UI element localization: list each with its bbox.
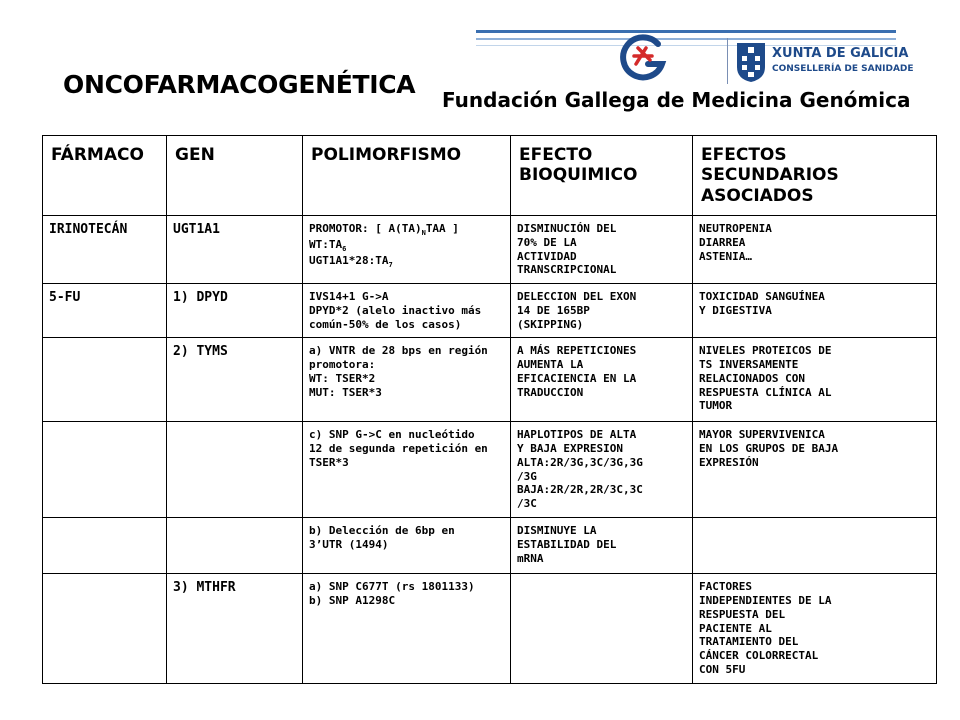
poly-line: b) SNP A1298C bbox=[309, 594, 396, 608]
xunta-department: CONSELLERÍA DE SANIDADE bbox=[772, 64, 914, 74]
table-row bbox=[43, 422, 937, 518]
table-row bbox=[43, 216, 937, 284]
bio-line: (SKIPPING) bbox=[517, 317, 584, 331]
cell-polymorphism bbox=[303, 338, 511, 422]
cell-side-effects bbox=[693, 574, 937, 683]
cell-side-effects bbox=[693, 518, 937, 574]
poly-line: común-50% de los casos) bbox=[309, 317, 462, 331]
bio-line: Y BAJA EXPRESION bbox=[517, 442, 623, 456]
cell-side-effects bbox=[693, 284, 937, 338]
fundacion-g-logo-icon bbox=[618, 34, 668, 84]
side-line: Y DIGESTIVA bbox=[699, 303, 772, 317]
bio-line: TRADUCCION bbox=[517, 385, 584, 399]
side-line: TS INVERSAMENTE bbox=[699, 358, 799, 372]
cell-drug bbox=[43, 574, 167, 683]
cell-biochemical-effect bbox=[511, 216, 693, 284]
poly-subscript: 7 bbox=[388, 261, 393, 270]
side-line: TOXICIDAD SANGUÍNEA bbox=[699, 290, 825, 304]
header-side-effects: EFECTOS SECUNDARIOS ASOCIADOS bbox=[693, 136, 937, 216]
cell-polymorphism bbox=[303, 422, 511, 518]
cell-side-effects bbox=[693, 216, 937, 284]
table-row bbox=[43, 518, 937, 574]
poly-line bbox=[309, 254, 504, 270]
bio-line: HAPLOTIPOS DE ALTA bbox=[517, 428, 637, 442]
bio-line: DELECCION DEL EXON bbox=[517, 290, 637, 304]
poly-line: DPYD*2 (alelo inactivo más bbox=[309, 303, 482, 317]
cell-gene bbox=[167, 518, 303, 574]
poly-text: UGT1A1*28:TA bbox=[309, 254, 389, 268]
bio-line: BAJA:2R/2R,2R/3C,3C bbox=[517, 483, 643, 497]
logo-separator bbox=[727, 38, 728, 84]
poly-subscript: 6 bbox=[342, 245, 347, 254]
poly-line: IVS14+1 G->A bbox=[309, 290, 389, 304]
bio-line: ACTIVIDAD bbox=[517, 249, 577, 263]
side-line: CON 5FU bbox=[699, 662, 746, 676]
cell-polymorphism bbox=[303, 216, 511, 284]
poly-text: TAA ] bbox=[425, 222, 459, 236]
poly-line: a) VNTR de 28 bps en región bbox=[309, 344, 488, 358]
side-line: MAYOR SUPERVIVENICA bbox=[699, 428, 825, 442]
bio-line: mRNA bbox=[517, 551, 544, 565]
cell-drug bbox=[43, 518, 167, 574]
bio-line: TRANSCRIPCIONAL bbox=[517, 263, 617, 277]
side-line: RESPUESTA DEL bbox=[699, 607, 786, 621]
cell-gene: UGT1A1 bbox=[167, 216, 303, 284]
table-row bbox=[43, 574, 937, 683]
side-line: CÁNCER COLORRECTAL bbox=[699, 649, 819, 663]
bio-line: AUMENTA LA bbox=[517, 358, 584, 372]
side-line: PACIENTE AL bbox=[699, 621, 772, 635]
poly-text: PROMOTOR: [ A(TA) bbox=[309, 222, 422, 236]
cell-side-effects bbox=[693, 338, 937, 422]
cell-drug: 5-FU bbox=[43, 284, 167, 338]
side-line: TRATAMIENTO DEL bbox=[699, 635, 799, 649]
table-row bbox=[43, 284, 937, 338]
side-line: RESPUESTA CLÍNICA AL bbox=[699, 385, 832, 399]
side-line: INDEPENDIENTES DE LA bbox=[699, 594, 832, 608]
side-line: EXPRESIÓN bbox=[699, 455, 759, 469]
poly-line: 3’UTR (1494) bbox=[309, 538, 389, 552]
cell-gene: 3) MTHFR bbox=[167, 574, 303, 683]
bio-line: 14 DE 165BP bbox=[517, 303, 590, 317]
table-row bbox=[43, 338, 937, 422]
bio-line: DISMINUCIÓN DEL bbox=[517, 222, 617, 236]
header-rule-middle bbox=[476, 38, 896, 40]
poly-line: c) SNP G->C en nucleótido bbox=[309, 428, 475, 442]
cell-drug: IRINOTECÁN bbox=[43, 216, 167, 284]
bio-line: EFICACIENCIA EN LA bbox=[517, 371, 637, 385]
poly-line: b) Delección de 6bp en bbox=[309, 524, 455, 538]
poly-line: 12 de segunda repetición en bbox=[309, 442, 488, 456]
cell-biochemical-effect bbox=[511, 574, 693, 683]
cell-polymorphism bbox=[303, 284, 511, 338]
poly-line: promotora: bbox=[309, 358, 376, 372]
side-line: EN LOS GRUPOS DE BAJA bbox=[699, 442, 839, 456]
table-header-row bbox=[43, 136, 937, 216]
side-line: DIARREA bbox=[699, 235, 746, 249]
xunta-crest-icon bbox=[735, 41, 767, 83]
pharmacogenetics-table bbox=[42, 135, 937, 684]
cell-drug bbox=[43, 338, 167, 422]
slide-title: ONCOFARMACOGENÉTICA bbox=[63, 70, 416, 99]
bio-line: /3G bbox=[517, 469, 537, 483]
cell-gene bbox=[167, 422, 303, 518]
side-line: NIVELES PROTEICOS DE bbox=[699, 344, 832, 358]
bio-line: /3C bbox=[517, 497, 537, 511]
poly-line: a) SNP C677T (rs 1801133) bbox=[309, 580, 475, 594]
poly-line: TSER*3 bbox=[309, 455, 349, 469]
poly-line bbox=[309, 222, 504, 238]
bio-line: DISMINUYE LA bbox=[517, 524, 597, 538]
cell-side-effects bbox=[693, 422, 937, 518]
side-line: NEUTROPENIA bbox=[699, 222, 772, 236]
bio-line: ESTABILIDAD DEL bbox=[517, 538, 617, 552]
side-line: FACTORES bbox=[699, 580, 752, 594]
poly-line: MUT: TSER*3 bbox=[309, 385, 382, 399]
cell-polymorphism bbox=[303, 574, 511, 683]
cell-drug bbox=[43, 422, 167, 518]
header-polymorphism: POLIMORFISMO bbox=[303, 136, 511, 216]
header-drug: FÁRMACO bbox=[43, 136, 167, 216]
side-line: RELACIONADOS CON bbox=[699, 371, 805, 385]
poly-subscript: N bbox=[421, 229, 426, 238]
bio-line: ALTA:2R/3G,3C/3G,3G bbox=[517, 455, 643, 469]
header-biochemical-effect: EFECTO BIOQUIMICO bbox=[511, 136, 693, 216]
poly-line: WT: TSER*2 bbox=[309, 371, 376, 385]
poly-text: WT:TA bbox=[309, 238, 343, 252]
xunta-name: XUNTA DE GALICIA bbox=[772, 46, 909, 61]
cell-polymorphism bbox=[303, 518, 511, 574]
foundation-name: Fundación Gallega de Medicina Genómica bbox=[442, 88, 911, 112]
side-line: ASTENIA… bbox=[699, 249, 752, 263]
bio-line: 70% DE LA bbox=[517, 235, 577, 249]
cell-biochemical-effect bbox=[511, 338, 693, 422]
bio-line: A MÁS REPETICIONES bbox=[517, 344, 637, 358]
cell-biochemical-effect bbox=[511, 518, 693, 574]
cell-gene: 2) TYMS bbox=[167, 338, 303, 422]
header-gene: GEN bbox=[167, 136, 303, 216]
header-rule-top bbox=[476, 30, 896, 33]
poly-line bbox=[309, 238, 504, 254]
cell-gene: 1) DPYD bbox=[167, 284, 303, 338]
cell-biochemical-effect bbox=[511, 422, 693, 518]
side-line: TUMOR bbox=[699, 399, 733, 413]
cell-biochemical-effect bbox=[511, 284, 693, 338]
